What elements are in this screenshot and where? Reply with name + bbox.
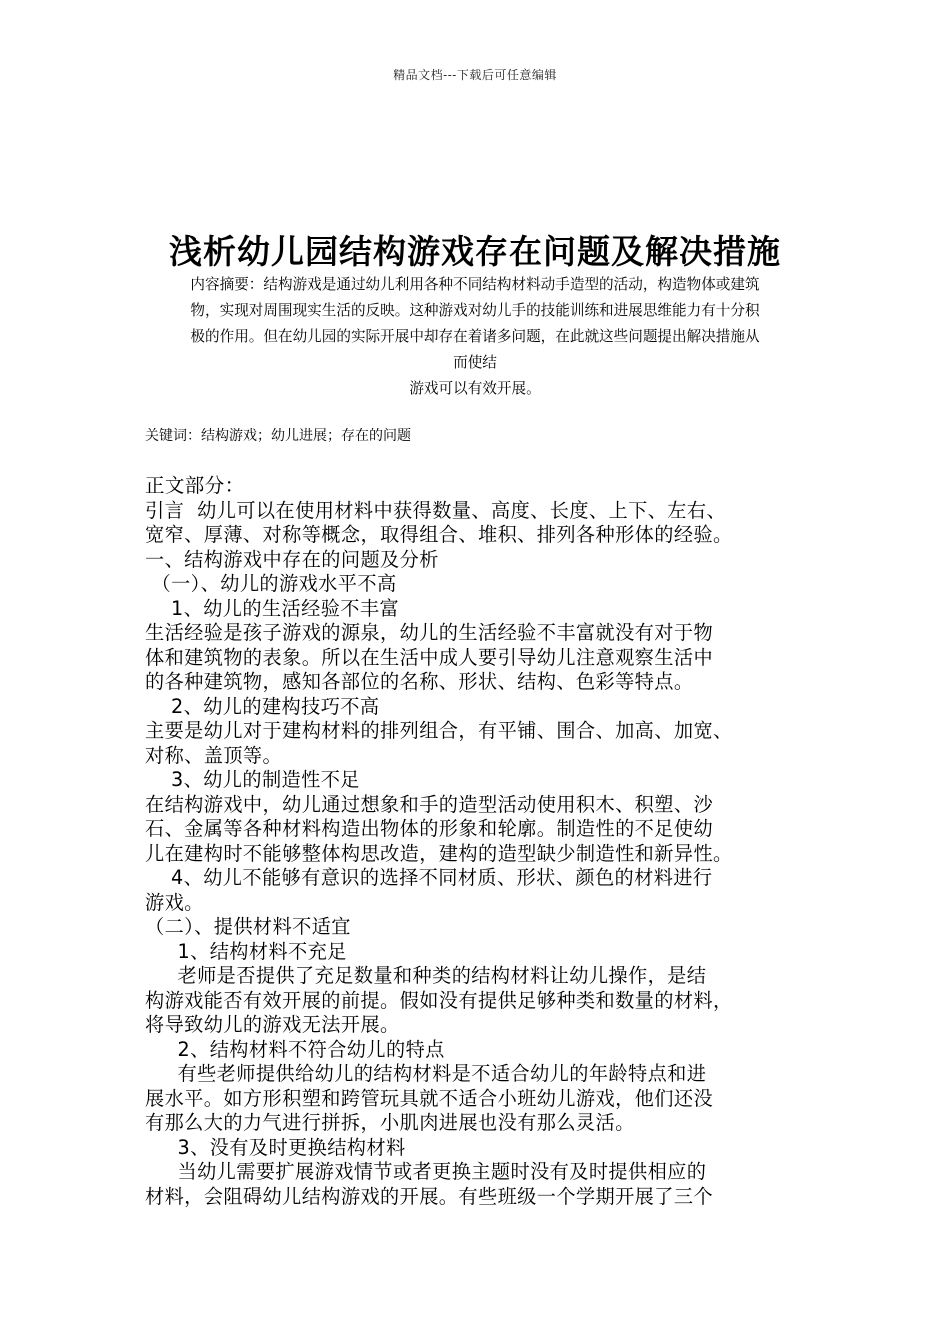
body-line: 有那么大的力气进行拼拆，小肌肉进展也没有那么灵活。 — [145, 1111, 635, 1134]
body-line: 游戏。 — [145, 890, 204, 914]
document-header-note: 精品文档---下载后可任意编辑 — [393, 68, 557, 82]
keywords: 关键词：结构游戏；幼儿进展；存在的问题 — [145, 428, 411, 444]
body-line: 老师是否提供了充足数量和种类的结构材料让幼儿操作，是结 — [145, 964, 707, 987]
abstract-line: 内容摘要：结构游戏是通过幼儿利用各种不同结构材料动手造型的活动，构造物体或建筑 — [190, 276, 760, 293]
abstract-line: 而使结 — [453, 354, 497, 371]
body-line: 材料，会阻碍幼儿结构游戏的开展。有些班级一个学期开展了三个 — [145, 1184, 714, 1208]
body-line: 体和建筑物的表象。所以在生活中成人要引导幼儿注意观察生活中 — [145, 645, 714, 669]
item-heading: 4、幼儿不能够有意识的选择不同材质、形状、颜色的材料进行 — [145, 866, 713, 889]
item-heading: 3、没有及时更换结构材料 — [145, 1135, 406, 1159]
item-heading: 2、结构材料不符合幼儿的特点 — [145, 1037, 445, 1061]
item-heading: 1、幼儿的生活经验不丰富 — [145, 596, 400, 620]
body-line: 引言 幼儿可以在使用材料中获得数量、高度、长度、上下、左右、 — [145, 498, 727, 522]
abstract — [145, 272, 805, 402]
body-line: 石、金属等各种材料构造出物体的形象和轮廓。制造性的不足使幼 — [145, 817, 714, 840]
body-line: 的各种建筑物，感知各部位的名称、形状、结构、色彩等特点。 — [145, 670, 694, 693]
section-heading: 一、结构游戏中存在的问题及分析 — [145, 547, 439, 571]
body-line: 宽窄、厚薄、对称等概念，取得组合、堆积、排列各种形体的经验。 — [145, 523, 733, 546]
body-line: 构游戏能否有效开展的前提。假如没有提供足够种类和数量的材料， — [145, 988, 733, 1012]
body-line: 对称、盖顶等。 — [145, 743, 283, 767]
abstract-line: 游戏可以有效开展。 — [409, 380, 541, 397]
document-title: 浅析幼儿园结构游戏存在问题及解决措施 — [169, 232, 781, 271]
body-line: 有些老师提供给幼儿的结构材料是不适合幼儿的年龄特点和进 — [145, 1062, 707, 1085]
subsection-heading: （二）、提供材料不适宜 — [145, 915, 351, 938]
main-body — [145, 474, 817, 1209]
item-heading: 1、结构材料不充足 — [145, 939, 347, 963]
abstract-line: 极的作用。但在幼儿园的实际开展中却存在着诸多问题，在此就这些问题提出解决措施从 — [190, 328, 760, 345]
abstract-line: 物，实现对周围现实生活的反映。这种游戏对幼儿手的技能训练和进展思维能力有十分积 — [190, 302, 760, 319]
body-line: 主要是幼儿对于建构材料的排列组合，有平铺、围合、加高、加宽、 — [145, 719, 733, 742]
item-heading: 2、幼儿的建构技巧不高 — [145, 694, 380, 718]
body-section-label: 正文部分： — [145, 474, 245, 497]
body-line: 展水平。如方形积塑和跨管玩具就不适合小班幼儿游戏，他们还没 — [145, 1086, 714, 1110]
body-line: 儿在建构时不能够整体构思改造，建构的造型缺少制造性和新异性。 — [145, 841, 733, 865]
body-line: 生活经验是孩子游戏的源泉，幼儿的生活经验不丰富就没有对于物 — [145, 621, 714, 644]
item-heading: 3、幼儿的制造性不足 — [145, 768, 360, 791]
body-line: 在结构游戏中，幼儿通过想象和手的造型活动使用积木、积塑、沙 — [145, 792, 714, 816]
subsection-heading: （一）、幼儿的游戏水平不高 — [145, 572, 397, 595]
body-line: 将导致幼儿的游戏无法开展。 — [145, 1013, 400, 1036]
body-line: 当幼儿需要扩展游戏情节或者更换主题时没有及时提供相应的 — [145, 1160, 707, 1183]
